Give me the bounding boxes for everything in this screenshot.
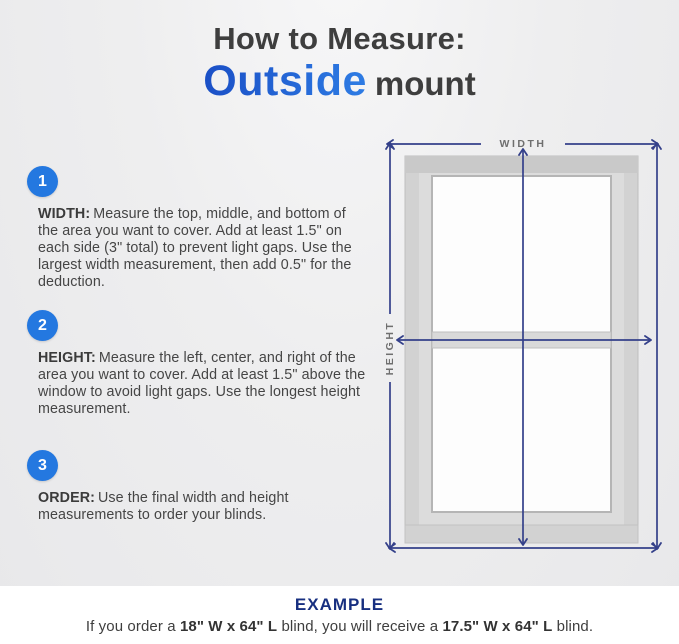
width-dimension-label: WIDTH bbox=[499, 138, 547, 150]
example-receive-size: 17.5" W x 64" L bbox=[442, 618, 553, 635]
step-number-badge: 2 bbox=[27, 310, 58, 341]
step-order-body: Use the final width and height measurements to order your blinds. bbox=[38, 490, 289, 523]
title-line1: How to Measure: bbox=[213, 21, 466, 56]
step-order-text bbox=[38, 490, 369, 524]
step-height bbox=[27, 310, 369, 418]
example-footer bbox=[0, 586, 679, 644]
title-mount-type: Outside bbox=[203, 57, 367, 106]
window-measurement-diagram bbox=[378, 132, 670, 562]
step-height-text bbox=[38, 350, 369, 418]
step-width-label: WIDTH: bbox=[38, 206, 91, 222]
window-illustration bbox=[405, 156, 638, 543]
step-width bbox=[27, 166, 369, 291]
example-suffix: blind. bbox=[552, 618, 594, 635]
step-number-badge: 3 bbox=[27, 450, 58, 481]
example-heading: EXAMPLE bbox=[294, 595, 385, 614]
step-order-label: ORDER: bbox=[38, 490, 95, 506]
example-order-size: 18" W x 64" L bbox=[179, 618, 278, 635]
window-sill bbox=[405, 525, 638, 543]
title-suffix: mount bbox=[374, 65, 476, 103]
step-width-text bbox=[38, 206, 369, 291]
example-middle: blind, you will receive a bbox=[277, 618, 443, 635]
page-title bbox=[0, 22, 679, 105]
step-width-body: Measure the top, middle, and bottom of the area you want to cover. Add at least 1.5" on each side (3" total) to prevent light gaps. Use the largest width measurement, then add 0.5" for the deduction. bbox=[38, 206, 352, 290]
window-header-band bbox=[405, 156, 638, 173]
example-sentence bbox=[0, 618, 679, 635]
example-prefix: If you order a bbox=[85, 618, 180, 635]
step-height-body: Measure the left, center, and right of the area you want to cover. Add at least 1.5" above the window to avoid light gaps. Use the longest height measurement. bbox=[38, 350, 366, 417]
step-order bbox=[27, 450, 369, 524]
title-line2 bbox=[0, 58, 679, 105]
step-number-badge: 1 bbox=[27, 166, 58, 197]
height-dimension-label: HEIGHT bbox=[384, 320, 396, 376]
step-height-label: HEIGHT: bbox=[38, 350, 96, 366]
